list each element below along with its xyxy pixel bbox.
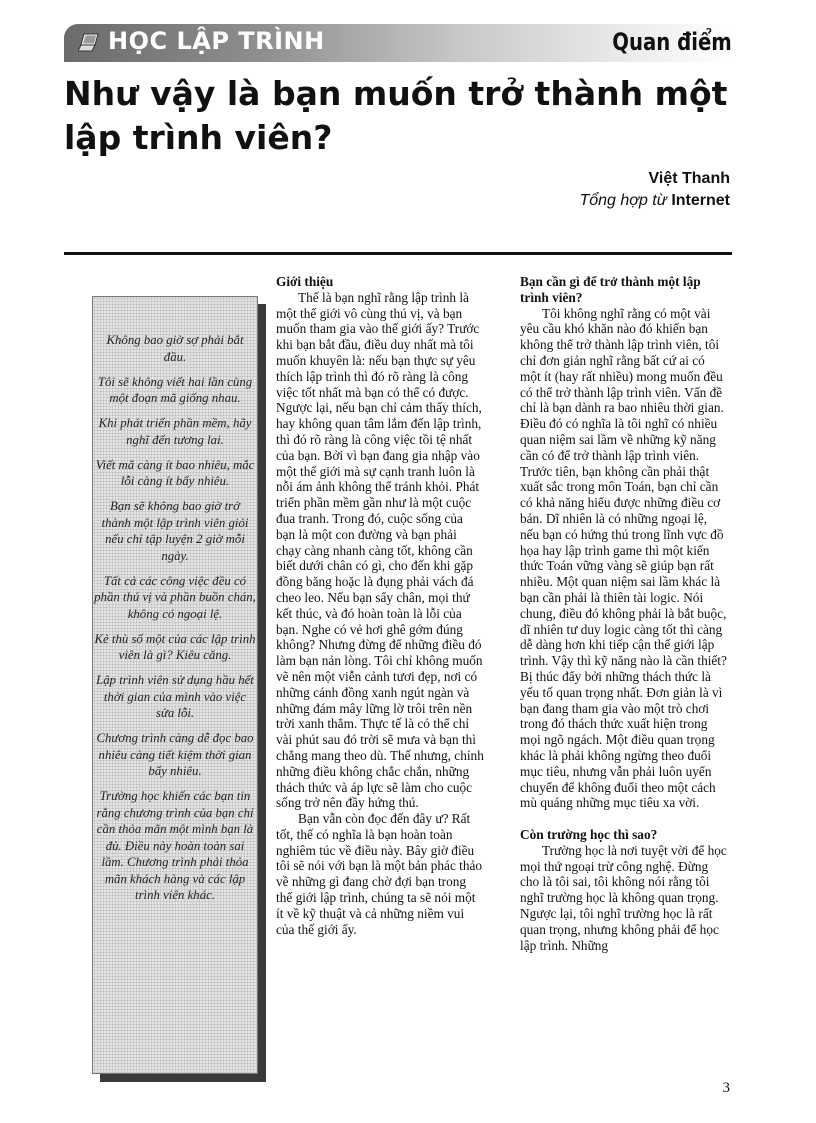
header-divider	[64, 252, 732, 255]
section-banner	[64, 24, 732, 62]
sidebar-quote: Kẻ thù số một của các lập trình viên là gì? Kiêu căng.	[94, 631, 256, 662]
page-number: 3	[722, 1080, 730, 1096]
sidebar-quote: Chương trình càng dễ đọc bao nhiêu càng tiết kiệm thời gian bấy nhiêu.	[96, 731, 254, 778]
sidebar-quote: Bạn sẽ không bao giờ trở thành một lập trình viên giỏi nếu chỉ tập luyện 2 giờ mỗi ngày.	[101, 499, 249, 563]
sidebar-quote: Viết mã càng ít bao nhiêu, mắc lỗi càng ít bấy nhiêu.	[95, 457, 255, 488]
sidebar-quote: Trường học khiến các bạn tin rằng chương trình của bạn chỉ cần thỏa mãn một mình bạn là đủ. Điều này hoàn toàn sai lầm. Chương trình phải thỏa mãn khách hàng và các lập trình viên khác.	[96, 789, 254, 902]
sidebar-quote: Tôi sẽ không viết hai lần cùng một đoạn mã giống nhau.	[97, 374, 253, 405]
section-label: HỌC LẬP TRÌNH	[108, 27, 325, 55]
intro-heading: Giới thiệu	[276, 274, 334, 289]
quote-sidebar	[92, 296, 258, 1074]
source-note	[579, 190, 730, 212]
laptop-icon	[78, 33, 100, 53]
source-name: Internet	[671, 192, 730, 209]
sidebar-quote: Tất cả các công việc đều có phần thú vị và phần buồn chán, không có ngoại lệ.	[94, 573, 256, 621]
needs-heading: Bạn cần gì để trở thành một lập trình viên?	[520, 274, 701, 305]
sidebar-quote: Lập trình viên sử dụng hầu hết thời gian của mình vào việc sửa lỗi.	[96, 673, 254, 720]
article-title: Như vậy là bạn muốn trở thành một lập trình viên?	[64, 74, 728, 157]
sidebar-quote: Không bao giờ sợ phải bắt đầu.	[106, 333, 244, 364]
source-prefix: Tổng hợp từ	[579, 192, 667, 209]
intro-paragraph: Bạn vẫn còn đọc đến đây ư? Rất tốt, thế có nghĩa là bạn hoàn toàn nghiêm túc về điều này. Bây giờ điều tôi sẽ nói với bạn là một bản phác thảo về những gì đang chờ đợi bạn trong thế giới lập trình, chúng ta sẽ nói một ít về kỹ thuật và cả những niềm vui của thế giới ấy.	[276, 811, 483, 937]
intro-paragraph: Thế là bạn nghĩ rằng lập trình là một thế giới vô cùng thú vị, và bạn muốn tham gia vào thế giới ấy? Trước khi bạn bắt đầu, điều duy nhất mà tôi muốn khuyên là: nếu bạn thực sự yêu thích lập trình thì đó rõ ràng là công việc tốt nhất mà bạn có thể có được. Ngược lại, nếu bạn chỉ cảm thấy thích, hay không quan tâm lắm đến lập trình, thì đó rõ ràng là công việc tồi tệ nhất của bạn. Bởi vì bạn đang gia nhập vào một thế giới mà sự cạnh tranh luôn là nỗi ám ảnh không thể tránh khỏi. Phát triển phần mềm gần như là một cuộc đua tranh. Trong đó, cuộc sống của bạn là một con đường và bạn phải chạy càng nhanh càng tốt, không cần biết dưới chân có gì, cho đến khi gặp đồng băng hoặc là đụng phải vách đá cheo leo. Nếu bạn sẩy chân, mọi thứ kết thúc, và đó hoàn toàn là lỗi của bạn. Nghe có vẻ hơi ghê gớm đúng không? Nhưng đừng để những điều đó làm bạn nản lòng. Tôi chỉ không muốn vẽ nên một viễn cảnh tươi đẹp, nơi có những cánh đồng xanh ngút ngàn và những đám mây lững lờ trôi trên nền trời xanh thẳm. Thực tế là có thể chỉ vài phút sau đó trời sẽ mưa và bạn thì chẳng mang theo dù. Thế nhưng, chính những điều không chắc chắn, những thách thức và áp lực sẽ làm cho cuộc sống trở nên đầy hứng thú.	[276, 289, 484, 811]
category-label: Quan điểm	[612, 28, 732, 56]
school-paragraph: Trường học là nơi tuyệt vời để học mọi thứ ngoại trừ công nghệ. Đừng cho là tôi sai, tôi không nói rằng tôi nghĩ trường học là không quan trọng. Ngược lại, tôi nghĩ trường học là rất quan trọng, nhưng không phải để học lập trình. Những	[520, 842, 727, 953]
byline	[579, 168, 730, 212]
sidebar-quote: Khi phát triển phần mềm, hãy nghĩ đến tương lai.	[98, 416, 252, 447]
author-name: Việt Thanh	[648, 170, 730, 187]
article-column-2	[520, 274, 728, 953]
article-column-1	[276, 274, 484, 937]
school-heading: Còn trường học thì sao?	[520, 827, 658, 843]
needs-paragraph: Tôi không nghĩ rằng có một vài yêu cầu khó khăn nào đó khiến bạn không thể trở thành lập trình viên, tôi chỉ đơn giản nghĩ rằng bất cứ ai có một ít (hay rất nhiều) mong muốn đều có thể trở thành lập trình viên. Vấn đề chỉ là bạn dành ra bao nhiêu thời gian. Điều đó có nghĩa là tôi nghĩ có nhiều quan niệm sai lầm về những kỹ năng cần có để trở thành lập trình viên. Trước tiên, bạn không cần phải thật xuất sắc trong môn Toán, bạn chỉ cần có khả năng hiểu được những điều cơ bản. Dĩ nhiên là có những ngoại lệ, nếu bạn có hứng thú trong lĩnh vực đồ họa hay lập trình game thì một kiến thức Toán vững vàng sẽ giúp bạn rất nhiều. Một quan niệm sai lầm khác là bạn cần phải là thiên tài logic. Nói chung, điều đó không phải là bắt buộc, dĩ nhiên tư duy logic càng tốt thì càng dễ dàng hơn khi tiếp cận thế giới lập trình. Vậy thì kỹ năng nào là cần thiết? Bị thúc đẩy bởi những thách thức là yếu tố quan trọng nhất. Đơn giản là vì bạn đang tham gia vào một trò chơi trong đó thách thức xuất hiện trong mọi ngõ ngách. Một điều quan trọng khác là phải không ngừng theo đuổi mục tiêu, nhưng vẫn phải luôn uyển chuyển để không đuổi theo một cách mù quáng những mục tiêu xa vời.	[520, 305, 727, 811]
